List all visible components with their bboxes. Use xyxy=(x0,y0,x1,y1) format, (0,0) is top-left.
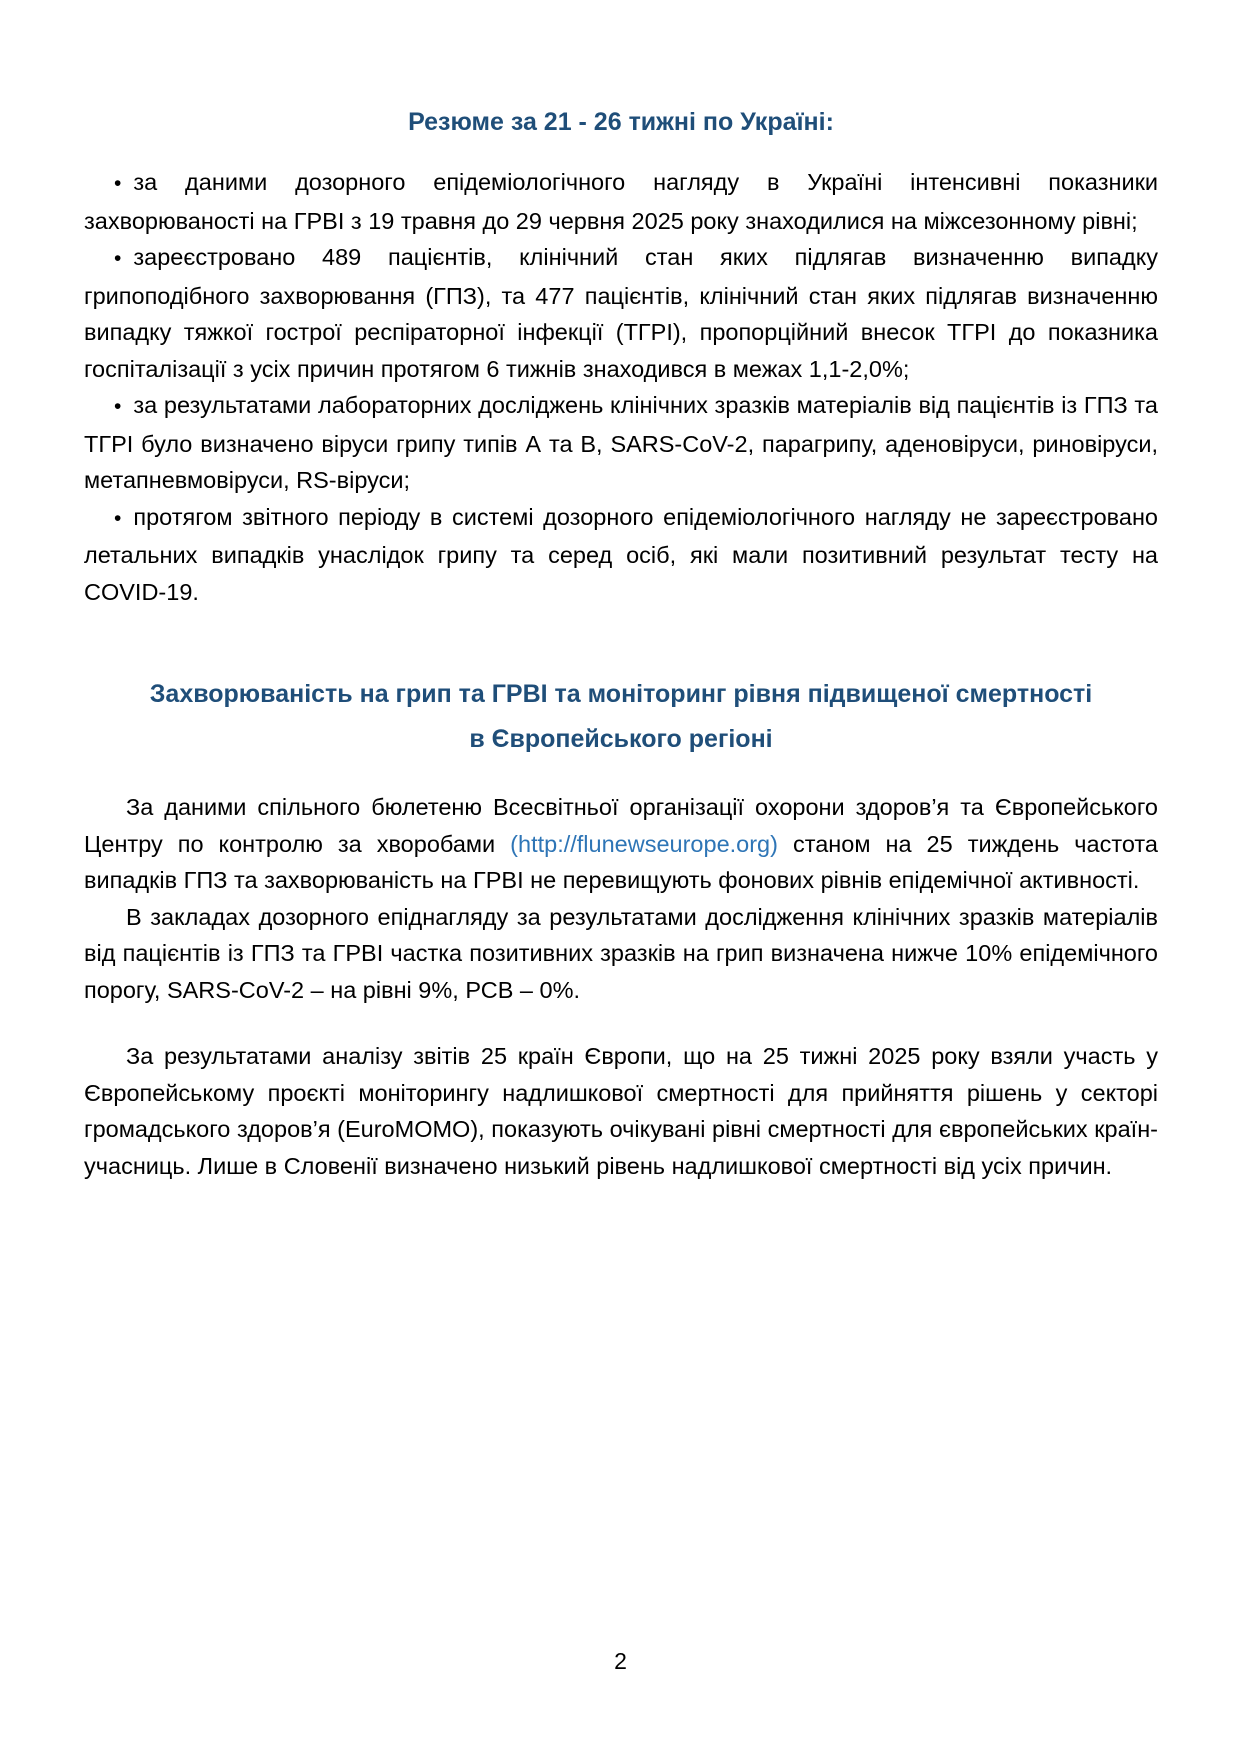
paragraph-text-before-link: За даними спільного бюлетеню Всесвітньої організації охорони здоров’я та Європейського Центру по контролю за хворобами xyxy=(84,794,1158,857)
summary-bullet-item-2 xyxy=(84,239,1158,387)
bullet-text: протягом звітного періоду в системі дозорного епідеміологічного нагляду не зареєстровано летальних випадків унаслідок грипу та серед осіб, які мали позитивний результат тесту на COVID-19. xyxy=(84,503,1158,605)
europe-section-title-line-1: Захворюваність на грип та ГРВІ та моніторинг рівня підвищеної смертності xyxy=(149,680,1093,708)
europe-section-title xyxy=(84,672,1158,762)
bullet-text: за результатами лабораторних досліджень клінічних зразків матеріалів від пацієнтів із ГПЗ та ТГРІ було визначено віруси грипу типів А та В, SARS-CoV-2, парагрипу, аденовіруси, риновіруси, метапневмовіруси, RS-віруси; xyxy=(84,392,1158,493)
summary-bullet-item-3 xyxy=(84,387,1158,499)
summary-bullet-item-1 xyxy=(84,164,1158,239)
europe-paragraph-2: В закладах дозорного епіднагляду за результатами дослідження клінічних зразків матеріалів від пацієнтів із ГПЗ та ГРВІ частка позитивних зразків на грип визначена нижче 10% епідемічного порогу, SARS-CoV-2 – на рівні 9%, РСВ – 0%. xyxy=(84,903,1158,1003)
bullet-icon: • xyxy=(114,506,122,530)
flunewseurope-link[interactable]: (http://flunewseurope.org) xyxy=(510,830,778,857)
europe-paragraph-1 xyxy=(84,789,1158,899)
page-number: 2 xyxy=(614,1648,627,1674)
summary-title: Резюме за 21 - 26 тижні по Україні: xyxy=(408,108,834,136)
bullet-text: зареєстровано 489 пацієнтів, клінічний стан яких підлягав визначенню випадку грипоподібного захворювання (ГПЗ), та 477 пацієнтів, клінічний стан яких підлягав визначенню випадку тяжкої гострої респіраторної інфекції (ТГРІ), пропорційний внесок ТГРІ до показника госпіталізації з усіх причин протягом 6 тижнів знаходився в межах 1,1-2,0%; xyxy=(84,244,1158,382)
summary-bullet-item-4 xyxy=(84,499,1158,611)
paragraph-text-after-link: станом на 25 тиждень частота випадків ГПЗ та захворюваність на ГРВІ не перевищують фонових рівнів епідемічної активності. xyxy=(84,830,1158,893)
bullet-icon: • xyxy=(114,172,122,195)
europe-section-title-line-2: в Європейського регіоні xyxy=(469,725,773,753)
bullet-text: за даними дозорного епідеміологічного нагляду в Україні інтенсивні показники захворюваності на ГРВІ з 19 травня до 29 червня 2025 року знаходилися на міжсезонному рівні; xyxy=(84,169,1158,234)
bullet-icon: • xyxy=(114,247,122,270)
europe-paragraph-3: За результатами аналізу звітів 25 країн Європи, що на 25 тижні 2025 року взяли участь у Європейському проєкті моніторингу надлишкової смертності для прийняття рішень у секторі громадського здоров’я (EuroMOMO), показують очікувані рівні смертності для європейських країн-учасниць. Лише в Словенії визначено низький рівень надлишкової смертності від усіх причин. xyxy=(84,1043,1158,1179)
bullet-icon: • xyxy=(114,395,122,418)
